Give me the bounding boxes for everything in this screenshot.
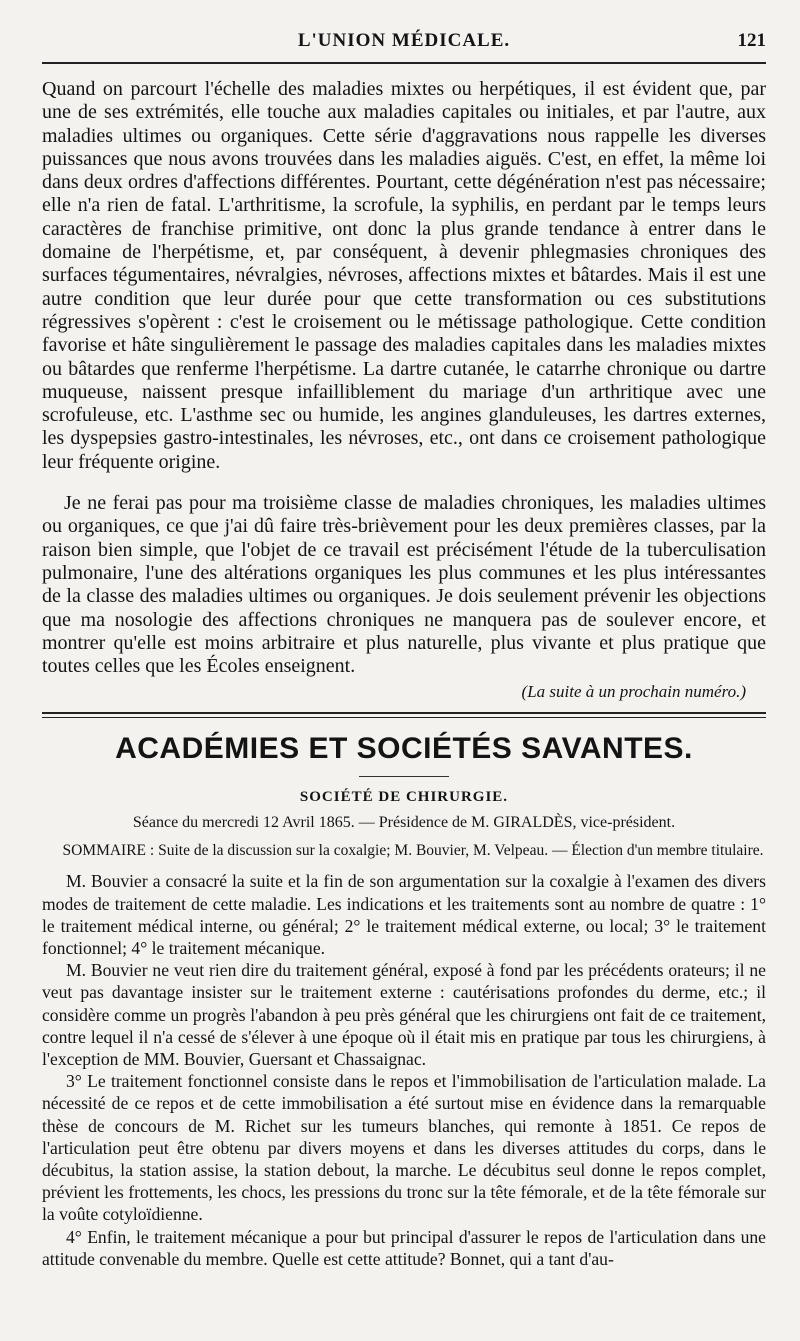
article-paragraph-1: Quand on parcourt l'échelle des maladies mixtes ou herpétiques, il est évident que, par une de ses extrémités, elle touche aux maladies capitales ou initiales, et par l'autre, aux maladies ultimes ou organiques. Cette série d'aggravations nous rappelle les diverses puissances que nous avons trouvées dans les maladies aiguës. C'est, en effet, la même loi dans deux ordres d'affections différentes. Pourtant, cette dégénération n'est pas nécessaire; elle n'a rien de fatal. L'arthritisme, la scrofule, la syphilis, en perdant par le temps leurs caractères de franchise primitive, ont donc la plus grande tendance à entrer dans le domaine de l'herpétisme, et, par conséquent, à devenir phlegmasies chroniques des surfaces tégumentaires, névralgies, névroses, affections mixtes et bâtardes. Mais il est une autre condition que leur durée pour que cette transformation ou ces substitutions régressives s'opèrent : c'est le croisement ou le métissage pathologique. Cette condition favorise et hâte singulièrement le passage des maladies capitales dans les maladies mixtes ou bâtardes que renferme l'herpétisme. La dartre cutanée, le catarrhe chronique ou dartre muqueuse, naissent presque infailliblement du mariage d'un arthritique avec une scrofuleuse, etc. L'asthme sec ou humide, les angines glanduleuses, les dartres externes, les dyspepsies gastro-intestinales, les névroses, etc., ont dans ce croisement pathologique leur fréquente origine. (42, 78, 766, 473)
article-paragraph-2: Je ne ferai pas pour ma troisième classe de maladies chroniques, les maladies ultimes ou organiques, ce que j'ai dû faire très-brièvement pour les deux premières classes, par la raison bien simple, que l'objet de ce travail est précisément l'étude de la tuberculisation pulmonaire, l'une des altérations organiques les plus communes et les plus intéressantes de la classe des maladies ultimes ou organiques. Je dois seulement prévenir les objections que ma nosologie des affections chroniques ne manquera pas de soulever encore, et montrer qu'elle est moins arbitraire et plus naturelle, plus vivante et plus pratique que toutes celles que les Écoles enseignent. (42, 492, 766, 678)
section-divider (42, 712, 766, 718)
header-rule (42, 62, 766, 64)
summary-label: SOMMAIRE : (62, 842, 155, 860)
page-number: 121 (737, 30, 766, 51)
report-paragraph-4: 4° Enfin, le traitement mécanique a pour but principal d'assurer le repos de l'articulation dans une attitude convenable du membre. Quelle est cette attitude? Bonnet, qui a tant d'au- (42, 1226, 766, 1269)
article-body (42, 78, 766, 678)
report-paragraph-1: M. Bouvier a consacré la suite et la fin de son argumentation sur la coxalgie à l'examen des divers modes de traitement de cette maladie. Les indications et les traitements sont au nombre de quatre : 1° le traitement médical interne, ou général; 2° le traitement médical externe, ou local; 3° le traitement fonctionnel; 4° le traitement mécanique. (42, 871, 766, 959)
session-line: Séance du mercredi 12 Avril 1865. — Présidence de M. GIRALDÈS, vice-président. (132, 814, 676, 832)
section-title: ACADÉMIES ET SOCIÉTÉS SAVANTES. (115, 732, 693, 766)
summary (60, 842, 766, 860)
running-title: L'UNION MÉDICALE. (297, 30, 511, 51)
society-name: SOCIÉTÉ DE CHIRURGIE. (299, 789, 509, 806)
page-header (42, 0, 766, 64)
summary-text: Suite de la discussion sur la coxalgie; M. Bouvier, M. Velpeau. — Élection d'un membre titulaire. (158, 842, 764, 860)
session-report (42, 870, 766, 1270)
report-paragraph-3: 3° Le traitement fonctionnel consiste dans le repos et l'immobilisation de l'articulation malade. La nécessité de ce repos et de cette immobilisation a été surtout mise en évidence dans la remarquable thèse de concours de M. Richet sur les tumeurs blanches, qui remonte à 1851. Ce repos de l'articulation peut être obtenu par divers moyens et dans les diverses attitudes du corps, dans le décubitus, la station assise, la station debout, la marche. Le décubitus seul donne le repos complet, prévient les frottements, les chocs, les pressions du tronc sur la tête fémorale, et de la tête fémorale sur la voûte cotyloïdienne. (42, 1071, 766, 1225)
title-underline (359, 776, 449, 777)
report-paragraph-2: M. Bouvier ne veut rien dire du traitement général, exposé à fond par les précédents orateurs; il ne veut pas davantage insister sur le traitement externe : cautérisations profondes du derme, etc.; il considère comme un progrès l'abandon à peu près général que les chirurgiens ont fait de ce traitement, contre lequel il n'a cessé de s'élever à une époque où il était mis en pratique par tous les chirurgiens, à l'exception de MM. Bouvier, Guersant et Chassaignac. (42, 960, 766, 1070)
continuation-note: (La suite à un prochain numéro.) (521, 682, 746, 702)
